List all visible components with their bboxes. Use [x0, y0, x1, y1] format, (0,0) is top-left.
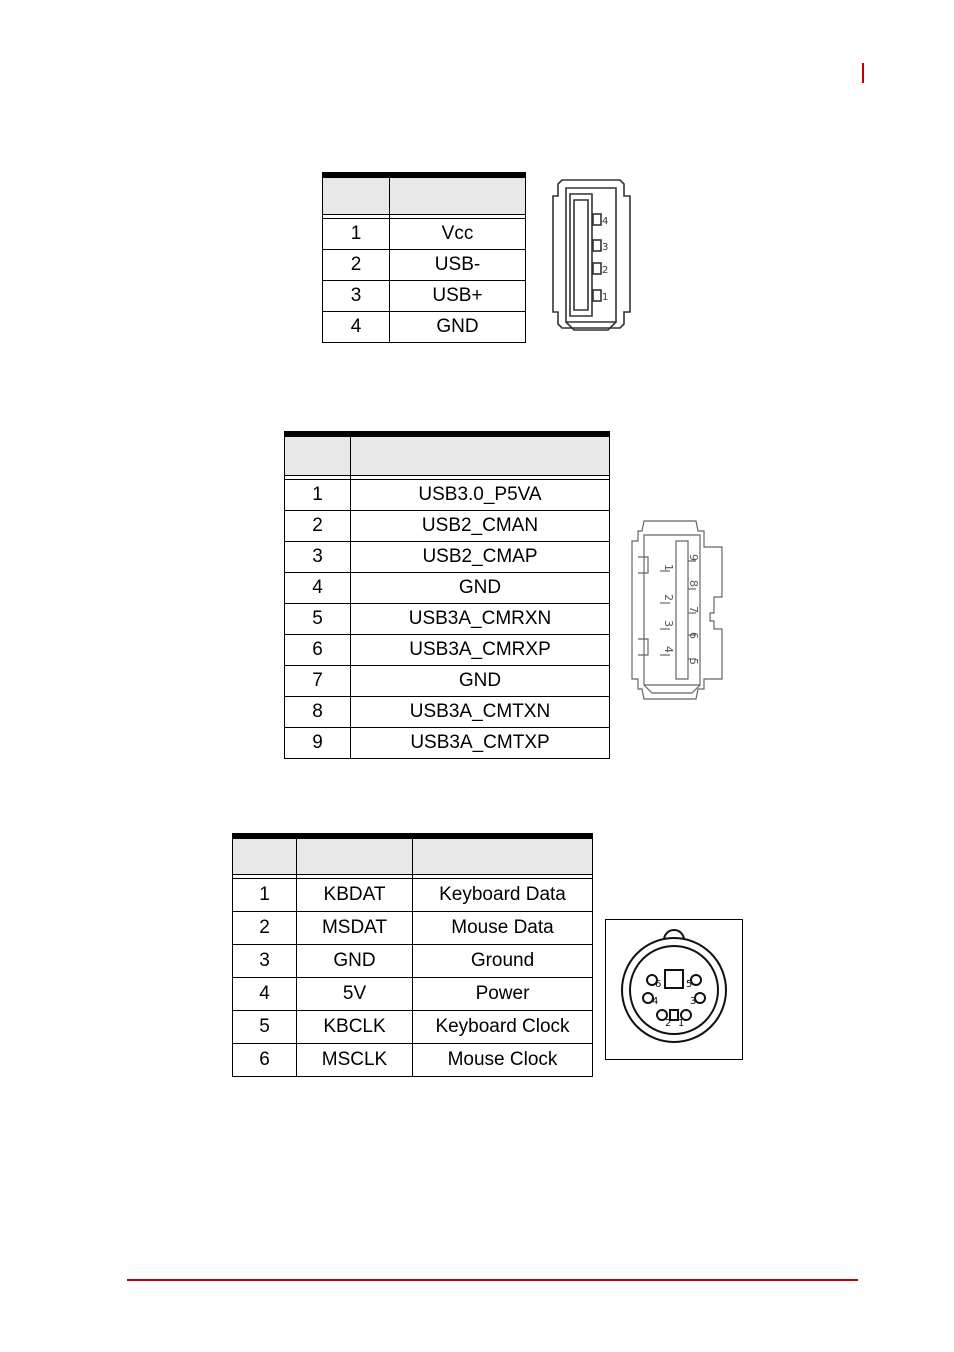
signal-name: USB3A_CMTXN [351, 697, 610, 728]
signal-name: USB2_CMAN [351, 511, 610, 542]
signal-name: GND [351, 573, 610, 604]
signal-name: GND [351, 666, 610, 697]
pin-number: 3 [233, 945, 297, 978]
usb2-connector-diagram [552, 178, 636, 338]
pin-label: 1 [602, 292, 609, 303]
pin-label: 5 [687, 658, 700, 665]
table-row [323, 250, 526, 281]
pin-label: 7 [687, 606, 700, 613]
table-row [285, 728, 610, 759]
table-row [233, 1011, 593, 1044]
table-header-row [233, 836, 593, 875]
header-cell [285, 434, 351, 476]
table-header-row [285, 434, 610, 476]
pin-label: 6 [687, 632, 700, 639]
signal-name: MSDAT [297, 912, 413, 945]
header-cell [297, 836, 413, 875]
pin-number: 1 [233, 879, 297, 912]
signal-name: GND [390, 312, 526, 343]
pin-number: 6 [285, 635, 351, 666]
table-row [233, 1044, 593, 1077]
pin-number: 2 [285, 511, 351, 542]
signal-name: KBDAT [297, 879, 413, 912]
pin-number: 1 [323, 219, 390, 250]
pin-label: 9 [687, 554, 700, 561]
pin-number: 9 [285, 728, 351, 759]
header-cell [390, 175, 526, 215]
pin-number: 5 [233, 1011, 297, 1044]
table-row [233, 978, 593, 1011]
table-row [285, 666, 610, 697]
pin-number: 1 [285, 480, 351, 511]
header-cell [351, 434, 610, 476]
signal-description: Keyboard Clock [413, 1011, 593, 1044]
pin-number: 4 [233, 978, 297, 1011]
table-row [323, 312, 526, 343]
table-row [233, 945, 593, 978]
pin-label: 6 [655, 979, 662, 990]
signal-name: MSCLK [297, 1044, 413, 1077]
header-cell [413, 836, 593, 875]
table-row [323, 219, 526, 250]
table-row [233, 912, 593, 945]
header-accent-mark [862, 63, 864, 83]
signal-description: Ground [413, 945, 593, 978]
ps2-connector-svg [606, 920, 742, 1059]
pin-number: 7 [285, 666, 351, 697]
table-row [285, 480, 610, 511]
signal-name: USB3A_CMTXP [351, 728, 610, 759]
pin-label: 4 [662, 646, 675, 653]
ps2-connector-diagram [605, 919, 743, 1060]
signal-description: Mouse Data [413, 912, 593, 945]
table-row [323, 281, 526, 312]
signal-name: 5V [297, 978, 413, 1011]
table-row [285, 635, 610, 666]
signal-description: Mouse Clock [413, 1044, 593, 1077]
pin-label: 2 [665, 1018, 672, 1029]
signal-name: USB2_CMAP [351, 542, 610, 573]
pin-number: 4 [323, 312, 390, 343]
usb3-connector-diagram [630, 517, 726, 703]
signal-name: USB3.0_P5VA [351, 480, 610, 511]
pin-number: 2 [323, 250, 390, 281]
signal-name: GND [297, 945, 413, 978]
pin-number: 3 [285, 542, 351, 573]
signal-name: USB- [390, 250, 526, 281]
signal-name: USB+ [390, 281, 526, 312]
signal-name: KBCLK [297, 1011, 413, 1044]
usb2-pin-table [322, 172, 526, 343]
signal-name: USB3A_CMRXN [351, 604, 610, 635]
pin-label: 2 [662, 594, 675, 601]
pin-label: 3 [602, 242, 609, 253]
signal-name: Vcc [390, 219, 526, 250]
ps2-pin-table [232, 833, 593, 1077]
pin-number: 6 [233, 1044, 297, 1077]
signal-name: USB3A_CMRXP [351, 635, 610, 666]
pin-number: 3 [323, 281, 390, 312]
table-row [285, 573, 610, 604]
table-row [285, 542, 610, 573]
table-row [285, 604, 610, 635]
pin-label: 8 [687, 580, 700, 587]
pin-label: 4 [652, 996, 659, 1007]
pin-label: 1 [662, 564, 675, 571]
table-row [285, 697, 610, 728]
pin-label: 1 [678, 1018, 685, 1029]
pin-number: 8 [285, 697, 351, 728]
pin-number: 4 [285, 573, 351, 604]
table-header-row [323, 175, 526, 215]
pin-label: 4 [602, 216, 609, 227]
usb3-pin-table [284, 431, 610, 759]
footer-rule [127, 1279, 858, 1281]
pin-label: 2 [602, 265, 609, 276]
header-cell [323, 175, 390, 215]
table-row [233, 879, 593, 912]
pin-label: 5 [686, 979, 693, 990]
signal-description: Power [413, 978, 593, 1011]
signal-description: Keyboard Data [413, 879, 593, 912]
pin-number: 5 [285, 604, 351, 635]
table-row [285, 511, 610, 542]
header-cell [233, 836, 297, 875]
pin-label: 3 [690, 996, 697, 1007]
pin-number: 2 [233, 912, 297, 945]
pin-label: 3 [662, 620, 675, 627]
